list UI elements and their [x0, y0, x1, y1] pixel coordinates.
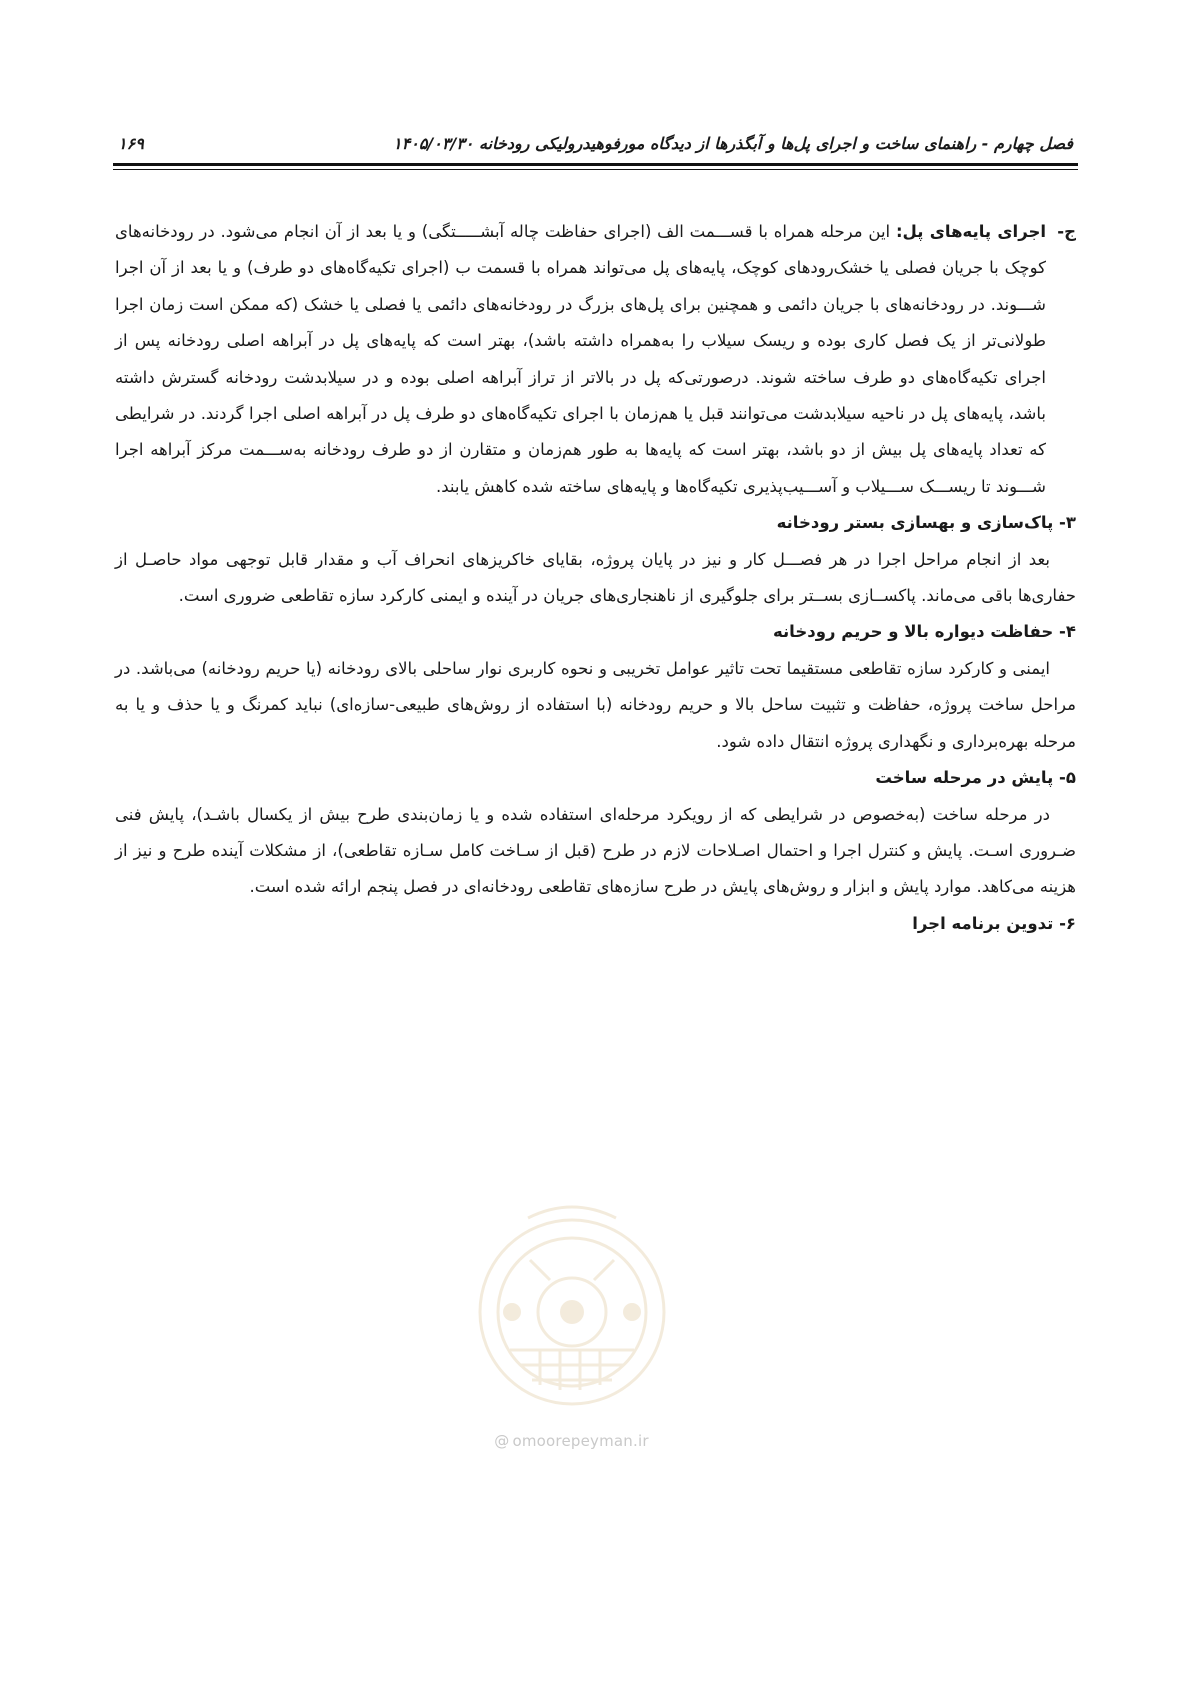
list-item-lead: اجرای پایه‌های پل:	[895, 222, 1047, 241]
header-rule-thick	[113, 163, 1078, 166]
watermark-text	[464, 1432, 679, 1450]
seal-logo-icon	[470, 1200, 675, 1420]
section-heading-6: ۶- تدوین برنامه اجرا	[912, 913, 1076, 933]
header-rule-thin	[113, 169, 1078, 170]
page-number: ۱۶۹	[118, 134, 144, 153]
running-title: فصل چهارم - راهنمای ساخت و اجرای پل‌ها و آبگذرها از دیدگاه مورفوهیدرولیکی رودخانه ۱۴۰۵/۰۳/۳۰	[393, 134, 1073, 153]
section-paragraph-5: در مرحله ساخت (به‌خصوص در شرایطی که از رویکرد مرحله‌ای استفاده شده و یا زمان‌بندی طرح بیش از یکسال باشـد)، پایش فنی ضـروری اسـت. پایش و کنترل اجرا و احتمال اصـلاحات لازم در طرح (قبل از سـاخت کامل سـازه تقاطعی)، از مشکلات آینده طرح و نیز از هزینه می‌کاهد. موارد پایش و ابزار و روش‌های پایش در طرح سازه‌های تقاطعی رودخانه‌ای در فصل پنجم ارائه شده است.	[115, 804, 1076, 897]
section-heading-4: ۴- حفاظت دیواره بالا و حریم رودخانه	[772, 622, 1076, 642]
section-heading-5: ۵- پایش در مرحله ساخت	[875, 768, 1076, 788]
list-item-j	[115, 214, 1076, 505]
watermark-url: omoorepeyman.ir	[512, 1432, 649, 1450]
page-header	[118, 128, 1073, 162]
body-content	[115, 214, 1076, 942]
at-icon: @	[494, 1432, 510, 1450]
list-item-marker: ج-	[1057, 222, 1076, 241]
section-heading-3: ۳- پاک‌سازی و بهسازی بستر رودخانه	[776, 513, 1076, 533]
section-paragraph-3: بعد از انجام مراحل اجرا در هر فصـــل کار و نیز در پایان پروژه، بقایای خاکریزهای انحراف آب و مقدار قابل توجهی مواد حاصـل از حفاری‌ها باقی می‌ماند. پاکســازی بســتر برای جلوگیری از ناهنجاری‌های جریان در آینده و ایمنی کارکرد سازه تقاطعی ضروری است.	[115, 549, 1076, 606]
section-paragraph-4: ایمنی و کارکرد سازه تقاطعی مستقیما تحت تاثیر عوامل تخریبی و نحوه کاربری نوار ساحلی بالای رودخانه (یا حریم رودخانه) می‌باشد. در مراحل ساخت پروژه، حفاظت و تثبیت ساحل بالا و حریم رودخانه (با استفاده از روش‌های طبیعی-سازه‌ای) نباید کمرنگ و یا حذف و یا به مرحله بهره‌برداری و نگهداری پروژه انتقال داده شود.	[115, 658, 1076, 751]
list-item-text: این مرحله همراه با قســـمت الف (اجرای حفاظت چاله آبشـــــتگی) و یا بعد از آن انجام می‌شود. در رودخانه‌های کوچک با جریان فصلی یا خشک‌رودهای کوچک، پایه‌های پل می‌تواند همراه با قسمت ب (اجرای تکیه‌گاه‌های دو طرف) و یا بعد از آن اجرا شـــوند. در رودخانه‌های با جریان دائمی و همچنین برای پل‌های بزرگ در رودخانه‌های دائمی یا فصلی یا خشک (که ممکن است زمان اجرا طولانی‌تر از یک فصل کاری بوده و ریسک سیلاب را به‌همراه داشته باشد)، بهتر است که پایه‌های پل در آبراهه اصلی رودخانه پس از اجرای تکیه‌گاه‌های دو طرف ساخته شوند. درصورتی‌که پل در بالاتر از تراز آبراهه اصلی بوده و در سیلابدشت رودخانه گسترش داشته باشد، پایه‌های پل در ناحیه سیلابدشت می‌توانند قبل یا هم‌زمان با اجرای تکیه‌گاه‌های دو طرف پل در آبراهه اصلی اجرا گردند. در شرایطی که تعداد پایه‌های پل بیش از دو باشد، بهتر است که پایه‌ها به طور هم‌زمان و متقارن از دو طرف رودخانه به‌ســـمت مرکز آبراهه اجرا شـــوند تا ریســـک ســـیلاب و آســـیب‌پذیری تکیه‌گاه‌ها و پایه‌های ساخته شده کاهش یابند.	[115, 222, 1046, 496]
